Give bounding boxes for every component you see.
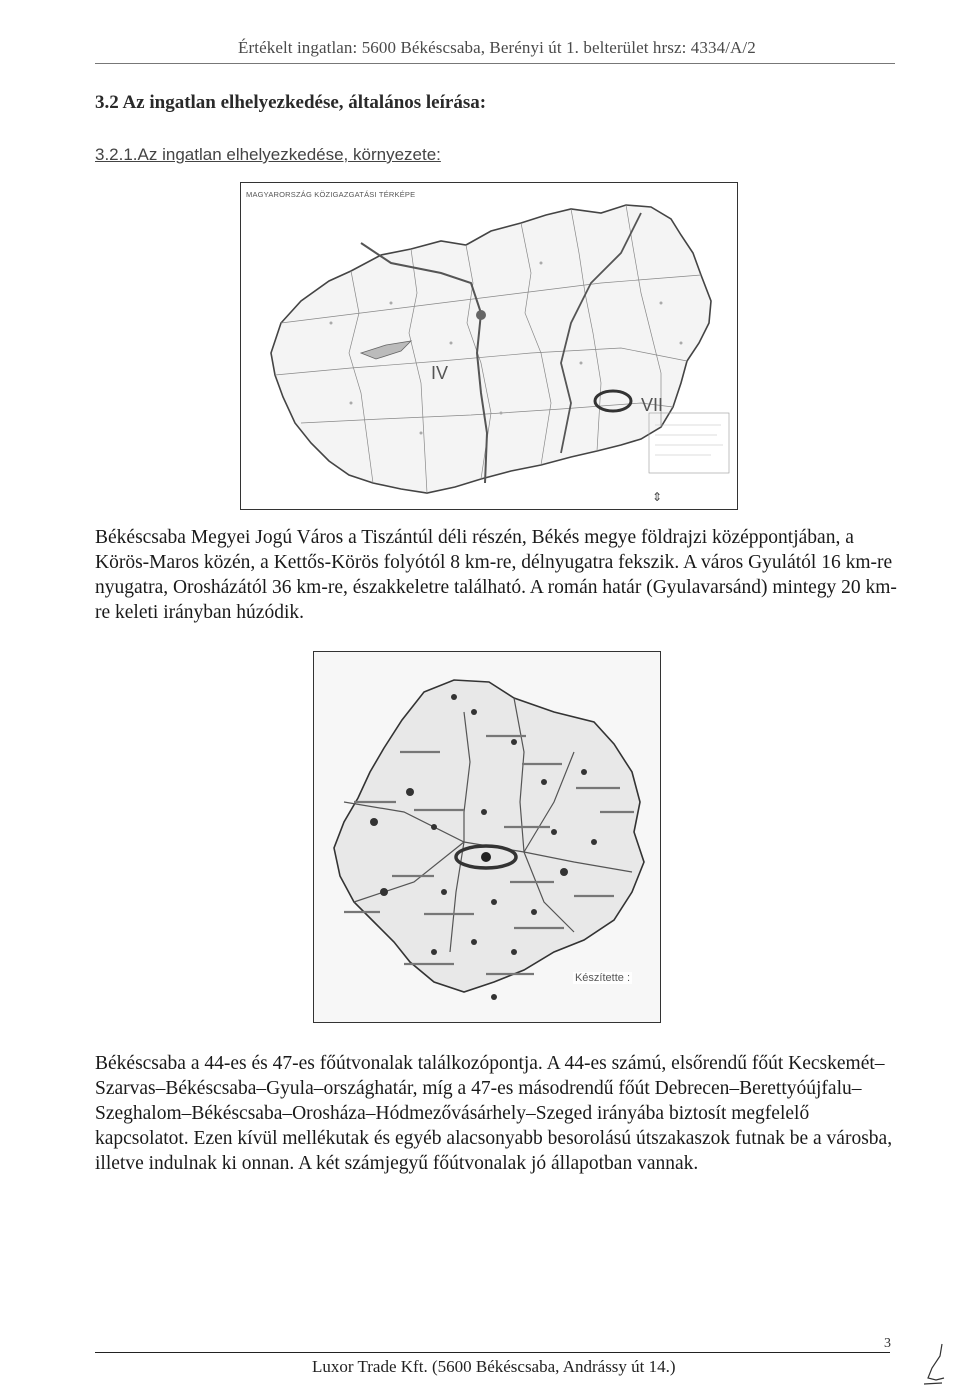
- budapest-marker: [476, 310, 486, 320]
- signature-mark: [918, 1340, 954, 1388]
- hungary-map-graphic: [241, 183, 737, 509]
- bekes-county-map: [313, 651, 661, 1023]
- hungary-outline: [271, 205, 711, 493]
- svg-text:VII: VII: [641, 395, 664, 415]
- road-connections-paragraph: Békéscsaba a 44-es és 47-es főútvonalak találkozópontja. A 44-es számú, elsőrendű főút Kecskemét–Szarvas–Békéscsaba–Gyula–országhatár, míg a 47-es másodrendű főút Debrecen–Berettyóújfalu–Szeghalom–Békéscsaba–Orosháza–Hódmezővásárhely–Szeged irányába biztosít megfelelő kapcsolatot. Ezen kívül mellékutak és egyéb alacsonyabb besorolású útszakaszok futnak be a városba, illetve indulnak ki onnan. A két számjegyű főútvonalak jó állapotban vannak.: [95, 1053, 893, 1174]
- hungary-administrative-map: [240, 182, 738, 510]
- bekes-map-graphic: [314, 652, 660, 1022]
- compass-icon: ⇕: [652, 490, 663, 504]
- map-title: MAGYARORSZÁG KÖZIGAZGATÁSI TÉRKÉPE: [246, 190, 416, 199]
- section-heading: 3.2 Az ingatlan elhelyezkedése, általános leírása:: [95, 92, 487, 113]
- map-credit: Készítette :: [574, 972, 630, 984]
- page-number: 3: [884, 1336, 891, 1351]
- bekescsaba-marker: [481, 852, 491, 862]
- svg-text:IV: IV: [431, 363, 449, 383]
- subsection-heading: 3.2.1.Az ingatlan elhelyezkedése, környezete:: [95, 145, 441, 164]
- footer-rule: [95, 1352, 890, 1353]
- header-rule: [95, 63, 895, 64]
- location-description-paragraph: Békéscsaba Megyei Jogú Város a Tiszántúl déli részén, Békés megye földrajzi középpontjában, a Körös-Maros közén, a Kettős-Körös folyótól 8 km-re, délnyugatra fekszik. A város Gyulától 16 km-re nyugatra, Orosházától 36 km-re, északkeletre található. A román határ (Gyulavarsánd) mintegy 20 km-re keleti irányban húzódik.: [95, 527, 897, 623]
- page-header: Értékelt ingatlan: 5600 Békéscsaba, Berényi út 1. belterület hrsz: 4334/A/2: [238, 38, 756, 57]
- page-footer: Luxor Trade Kft. (5600 Békéscsaba, Andrássy út 14.): [312, 1357, 676, 1376]
- inset-legend-lines: [655, 425, 723, 455]
